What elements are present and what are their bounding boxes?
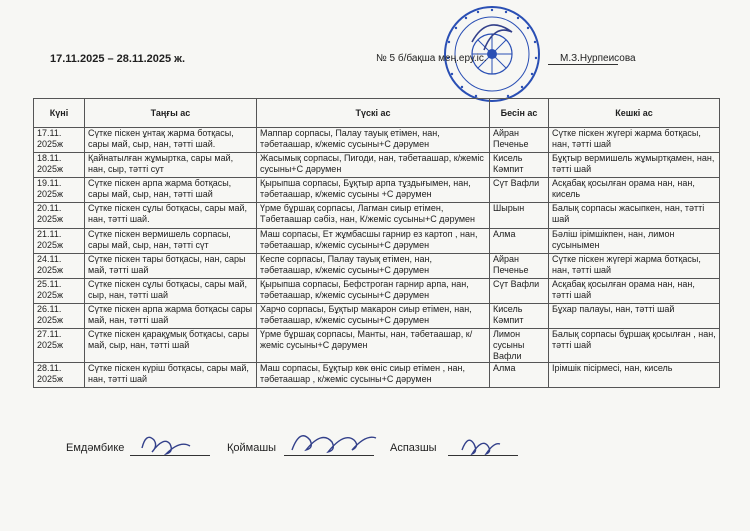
col-day: Күні — [34, 99, 85, 128]
table-row — [34, 178, 720, 203]
cell-day: 18.11. 2025ж — [34, 153, 85, 178]
cell-dinner: Сүтке піскен жүгері жарма ботқасы, нан, тәтті шай — [549, 254, 720, 279]
cell-snack: Сүт Вафли — [490, 279, 549, 304]
cell-dinner: Ірімшік пісірмесі, нан, кисель — [549, 363, 720, 388]
cell-snack: Лимон сусыны Вафли — [490, 329, 549, 363]
storekeeper-label: Қоймашы — [227, 442, 277, 454]
col-lunch: Түскі ас — [257, 99, 490, 128]
approver-signature-line — [548, 64, 618, 65]
approver-name: М.З.Нурпеисова — [560, 53, 636, 64]
cell-day: 21.11. 2025ж — [34, 229, 85, 254]
table-row — [34, 229, 720, 254]
cell-day: 20.11. 2025ж — [34, 203, 85, 229]
cell-dinner: Бәліш ірімшікпен, нан, лимон сусынымен — [549, 229, 720, 254]
table-row — [34, 304, 720, 329]
cell-lunch: Кеспе сорпасы, Палау тауық етімен, нан, тәбетаашар, к/жеміс сусыны+С дәрумен — [257, 254, 490, 279]
table-header-row — [34, 99, 720, 128]
table-row — [34, 153, 720, 178]
cell-breakfast: Сүтке піскен күріш ботқасы, сары май, нан, тәтті шай — [85, 363, 257, 388]
cell-breakfast: Қайнатылған жұмыртка, сары май, нан, сыр, тәтті сут — [85, 153, 257, 178]
cell-lunch: Үрме бұршақ сорпасы, Лагман сиыр етімен, Тәбетаашар сәбіз, нан, К/жеміс сусыны+С дәрумен — [257, 203, 490, 229]
cell-snack: Шырын — [490, 203, 549, 229]
cell-dinner: Асқабақ қосылған орама нан, нан, тәтті шай — [549, 279, 720, 304]
cell-snack: Алма — [490, 363, 549, 388]
cell-lunch: Маш сорпасы, Ет жұмбасшы гарнир ез картоп , нан, тәбетаашар, к/жеміс сусыны+С дәрумен — [257, 229, 490, 254]
col-snack: Бесін ас — [490, 99, 549, 128]
cell-breakfast: Сүтке піскен сұлы ботқасы, сары май, сыр, нан, тәтті шай — [85, 279, 257, 304]
cell-day: 19.11. 2025ж — [34, 178, 85, 203]
cell-breakfast: Сүтке піскен тары ботқасы, нан, сары май, тәтті шай — [85, 254, 257, 279]
cell-day: 26.11. 2025ж — [34, 304, 85, 329]
cell-lunch: Үрме бұршақ сорпасы, Манты, нан, тәбетаашар, к/жеміс сусыны+С дәрумен — [257, 329, 490, 363]
cell-breakfast: Сүтке піскен вермишель сорпасы, сары май, сыр, нан, тәтті сүт — [85, 229, 257, 254]
weekly-menu-table — [33, 98, 720, 388]
cook-signature — [458, 426, 502, 460]
cell-breakfast: Сүтке піскен арпа жарма ботқасы, сары май, сыр, нан, тәтті шай — [85, 178, 257, 203]
nurse-signature — [136, 426, 196, 460]
cell-dinner: Сүтке піскен жүгері жарма ботқасы, нан, тәтті шай — [549, 128, 720, 153]
cell-day: 17.11. 2025ж — [34, 128, 85, 153]
cell-dinner: Асқабақ қосылған орама нан, нан, кисель — [549, 178, 720, 203]
cell-lunch: Қырыпша сорпасы, Бефстроган гарнир арпа, нан, тәбетаашар, к/жеміс сусыны+С дәрумен — [257, 279, 490, 304]
cell-lunch: Қырыпша сорпасы, Бұқтыр арпа тұздығымен, нан, тәбетаашар, к/жеміс сусыны +С дәрумен — [257, 178, 490, 203]
table-row — [34, 279, 720, 304]
cell-dinner: Балық сорпасы жасыпкен, нан, тәтті шай — [549, 203, 720, 229]
cell-breakfast: Сүтке піскен ұнтақ жарма ботқасы, сары май, сыр, нан, тәтті шай. — [85, 128, 257, 153]
cell-lunch: Маппар сорпасы, Палау тауық етімен, нан, тәбетаашар, к/жеміс сусыны+С дәрумен — [257, 128, 490, 153]
period-dates: 17.11.2025 – 28.11.2025 ж. — [50, 53, 186, 65]
cell-dinner: Бұхар палауы, нан, тәтті шай — [549, 304, 720, 329]
cell-day: 24.11. 2025ж — [34, 254, 85, 279]
cell-snack: Айран Печенье — [490, 254, 549, 279]
table-row — [34, 203, 720, 229]
cell-dinner: Балық сорпасы бұршақ қосылған , нан, тәтті шай — [549, 329, 720, 363]
table-row — [34, 128, 720, 153]
col-breakfast: Таңғы ас — [85, 99, 257, 128]
group-label: № 5 б/бақша мең.еру.іс. — [376, 53, 487, 64]
cell-breakfast: Сүтке піскен қарақұмық ботқасы, сары май, сыр, нан, тәтті шай — [85, 329, 257, 363]
table-row — [34, 254, 720, 279]
nurse-label: Емдәмбике — [66, 442, 125, 454]
cell-snack: Кисель Кәмпит — [490, 304, 549, 329]
cell-snack: Кисель Кәмпит — [490, 153, 549, 178]
cell-lunch: Жасымық сорпасы, Пигоди, нан, тәбетаашар, к/жеміс сусыны+С дәрумен — [257, 153, 490, 178]
cell-snack: Алма — [490, 229, 549, 254]
table-row — [34, 363, 720, 388]
cell-dinner: Бұқтыр вермишель жұмыртқамен, нан, тәтті шай — [549, 153, 720, 178]
storekeeper-signature — [288, 420, 378, 460]
table-row — [34, 329, 720, 363]
cell-snack: Айран Печенье — [490, 128, 549, 153]
cell-day: 27.11. 2025ж — [34, 329, 85, 363]
cell-day: 25.11. 2025ж — [34, 279, 85, 304]
cell-snack: Сүт Вафли — [490, 178, 549, 203]
cook-label: Аспазшы — [390, 442, 437, 454]
col-dinner: Кешкі ас — [549, 99, 720, 128]
cell-breakfast: Сүтке піскен сұлы ботқасы, сары май, нан, тәтті шай. — [85, 203, 257, 229]
cell-lunch: Маш сорпасы, Бұқтыр көк өніс сиыр етімен , нан, тәбетаашар , к/жеміс сусыны+С дәрумен — [257, 363, 490, 388]
cell-lunch: Харчо сорпасы, Бұқтыр макарон сиыр етімен, нан, тәбетаашар, к/жеміс сусыны+С дәрумен — [257, 304, 490, 329]
cell-day: 28.11. 2025ж — [34, 363, 85, 388]
cell-breakfast: Сүтке піскен арпа жарма ботқасы сары май, нан, тәтті шай — [85, 304, 257, 329]
